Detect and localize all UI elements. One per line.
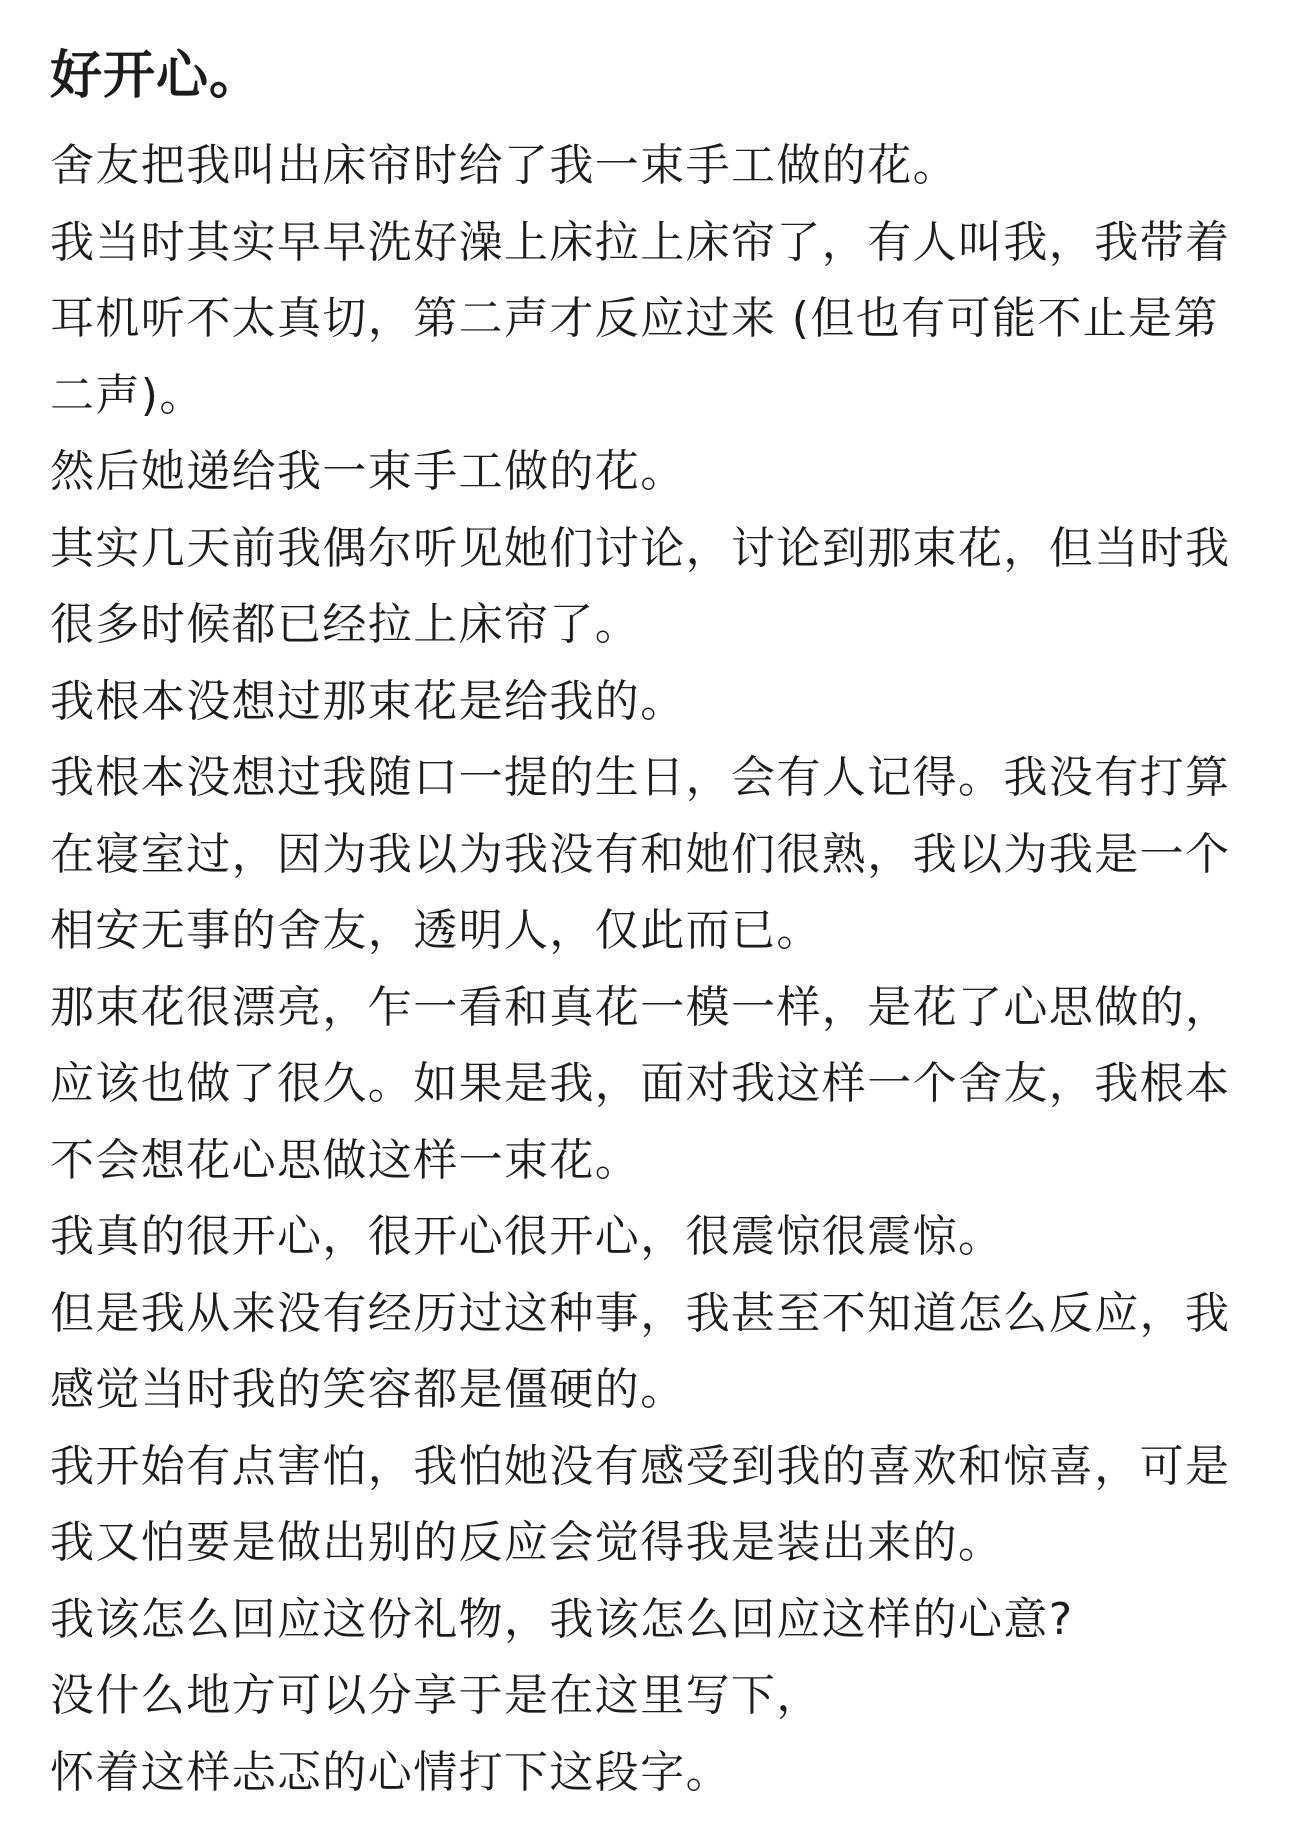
paragraph: 舍友把我叫出床帘时给了我一束手工做的花。 xyxy=(50,140,958,191)
paragraph: 我真的很开心，很开心很开心，很震惊很震惊。 xyxy=(50,1211,1004,1262)
paragraph: 我开始有点害怕，我怕她没有感受到我的喜欢和惊喜，可是我又怕要是做出别的反应会觉得我是装出来的。 xyxy=(50,1440,1231,1568)
paragraph: 但是我从来没有经历过这种事，我甚至不知道怎么反应，我感觉当时我的笑容都是僵硬的。 xyxy=(50,1287,1231,1415)
paragraph: 我根本没想过我随口一提的生日，会有人记得。我没有打算在寝室过，因为我以为我没有和她们很熟，我以为我是一个相安无事的舍友，透明人，仅此而已。 xyxy=(50,752,1231,956)
paragraph: 我该怎么回应这份礼物，我该怎么回应这样的心意? xyxy=(50,1593,1074,1645)
paragraph: 怀着这样忐忑的心情打下这段字。 xyxy=(50,1746,731,1798)
paragraph: 然后她递给我一束手工做的花。 xyxy=(50,446,686,497)
paragraph: 我当时其实早早洗好澡上床拉上床帘了，有人叫我，我带着耳机听不太真切，第二声才反应过来 (但也有可能不止是第二声)。 xyxy=(50,216,1231,421)
paragraph: 我根本没想过那束花是给我的。 xyxy=(50,675,686,727)
post-content xyxy=(50,38,1250,1811)
post-body xyxy=(50,128,1250,1811)
paragraph: 没什么地方可以分享于是在这里写下， xyxy=(50,1670,822,1721)
paragraph: 其实几天前我偶尔听见她们讨论，讨论到那束花，但当时我很多时候都已经拉上床帘了。 xyxy=(50,522,1231,650)
paragraph: 那束花很漂亮，乍一看和真花一模一样，是花了心思做的，应该也做了很久。如果是我，面对我这样一个舍友，我根本不会想花心思做这样一束花。 xyxy=(50,981,1231,1186)
post-title: 好开心。 xyxy=(50,46,263,106)
